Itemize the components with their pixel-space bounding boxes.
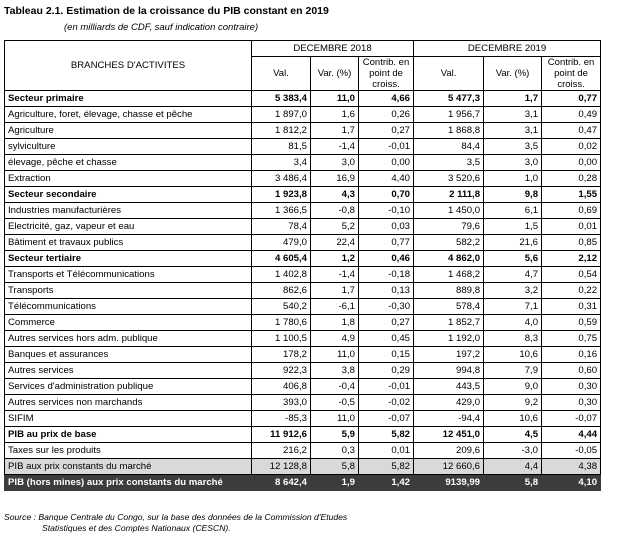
variation-2018: 11,0	[311, 347, 359, 363]
value-2018: 406,8	[252, 379, 311, 395]
table-row	[5, 347, 601, 363]
contribution-2018: 0,45	[359, 331, 414, 347]
variation-2018: 11,0	[311, 91, 359, 107]
contribution-2018: 4,66	[359, 91, 414, 107]
variation-2018: -1,4	[311, 139, 359, 155]
value-2018: 1 923,8	[252, 187, 311, 203]
variation-2018: 1,7	[311, 123, 359, 139]
contribution-2019: 0,59	[542, 315, 601, 331]
variation-2019: 5,6	[484, 251, 542, 267]
table-row	[5, 459, 601, 475]
variation-2019: 10,6	[484, 347, 542, 363]
variation-2018: -0,5	[311, 395, 359, 411]
header-period-2018: DECEMBRE 2018	[252, 41, 414, 57]
contribution-2019: 2,12	[542, 251, 601, 267]
table-row	[5, 251, 601, 267]
variation-2018: -0,4	[311, 379, 359, 395]
contribution-2019: -0,05	[542, 443, 601, 459]
header-val-2019: Val.	[414, 57, 484, 91]
value-2019: 12 451,0	[414, 427, 484, 443]
value-2019: 1 868,8	[414, 123, 484, 139]
variation-2019: 4,4	[484, 459, 542, 475]
value-2019: 578,4	[414, 299, 484, 315]
variation-2019: 4,7	[484, 267, 542, 283]
variation-2018: 3,8	[311, 363, 359, 379]
value-2018: 393,0	[252, 395, 311, 411]
value-2019: 889,8	[414, 283, 484, 299]
variation-2019: 9,0	[484, 379, 542, 395]
header-contrib-2018: Contrib. en point de croiss.	[359, 57, 414, 91]
contribution-2019: 0,54	[542, 267, 601, 283]
contribution-2018: 5,82	[359, 427, 414, 443]
contribution-2019: 0,00	[542, 155, 601, 171]
value-2019: 994,8	[414, 363, 484, 379]
value-2018: 479,0	[252, 235, 311, 251]
variation-2018: -1,4	[311, 267, 359, 283]
row-label: SIFIM	[5, 411, 252, 427]
value-2019: 1 956,7	[414, 107, 484, 123]
row-label: Télécommunications	[5, 299, 252, 315]
contribution-2019: 0,69	[542, 203, 601, 219]
value-2018: 1 780,6	[252, 315, 311, 331]
value-2019: 1 468,2	[414, 267, 484, 283]
variation-2018: -6,1	[311, 299, 359, 315]
table-row	[5, 475, 601, 491]
variation-2018: 1,8	[311, 315, 359, 331]
variation-2019: 5,8	[484, 475, 542, 491]
contribution-2019: 0,30	[542, 379, 601, 395]
row-label: Industries manufacturières	[5, 203, 252, 219]
header-contrib-2019: Contrib. en point de croiss.	[542, 57, 601, 91]
contribution-2018: 0,27	[359, 123, 414, 139]
variation-2019: -3,0	[484, 443, 542, 459]
value-2019: 3,5	[414, 155, 484, 171]
row-label: Services d'administration publique	[5, 379, 252, 395]
contribution-2018: -0,07	[359, 411, 414, 427]
value-2019: 2 111,8	[414, 187, 484, 203]
contribution-2018: 0,77	[359, 235, 414, 251]
variation-2019: 3,1	[484, 107, 542, 123]
value-2019: 84,4	[414, 139, 484, 155]
contribution-2019: 0,85	[542, 235, 601, 251]
row-label: PIB (hors mines) aux prix constants du marché	[5, 475, 252, 491]
value-2019: -94,4	[414, 411, 484, 427]
contribution-2019: 0,22	[542, 283, 601, 299]
table-row	[5, 107, 601, 123]
value-2019: 1 192,0	[414, 331, 484, 347]
value-2018: 862,6	[252, 283, 311, 299]
value-2018: 5 383,4	[252, 91, 311, 107]
variation-2019: 9,8	[484, 187, 542, 203]
variation-2018: 11,0	[311, 411, 359, 427]
contribution-2018: 5,82	[359, 459, 414, 475]
contribution-2018: 0,70	[359, 187, 414, 203]
variation-2018: 1,6	[311, 107, 359, 123]
variation-2019: 3,1	[484, 123, 542, 139]
variation-2018: 16,9	[311, 171, 359, 187]
contribution-2019: 4,44	[542, 427, 601, 443]
table-row	[5, 379, 601, 395]
value-2018: -85,3	[252, 411, 311, 427]
row-label: PIB au prix de base	[5, 427, 252, 443]
row-label: Extraction	[5, 171, 252, 187]
row-label: Agriculture, foret, élevage, chasse et pêche	[5, 107, 252, 123]
row-label: sylviculture	[5, 139, 252, 155]
variation-2019: 4,0	[484, 315, 542, 331]
table-title: Tableau 2.1. Estimation de la croissance du PIB constant en 2019	[4, 5, 329, 17]
row-label: Taxes sur les produits	[5, 443, 252, 459]
value-2019: 429,0	[414, 395, 484, 411]
source-line-1: Source : Banque Centrale du Congo, sur la base des données de la Commission d'Etudes	[4, 512, 348, 522]
value-2018: 1 366,5	[252, 203, 311, 219]
variation-2019: 7,9	[484, 363, 542, 379]
row-label: Banques et assurances	[5, 347, 252, 363]
contribution-2018: -0,18	[359, 267, 414, 283]
value-2018: 3,4	[252, 155, 311, 171]
variation-2019: 1,5	[484, 219, 542, 235]
value-2018: 78,4	[252, 219, 311, 235]
header-val-2018: Val.	[252, 57, 311, 91]
value-2019: 1 852,7	[414, 315, 484, 331]
value-2019: 9139,99	[414, 475, 484, 491]
contribution-2019: 0,49	[542, 107, 601, 123]
table-row	[5, 315, 601, 331]
contribution-2019: 0,75	[542, 331, 601, 347]
variation-2018: 0,3	[311, 443, 359, 459]
value-2018: 3 486,4	[252, 171, 311, 187]
table-row	[5, 427, 601, 443]
table-subtitle: (en milliards de CDF, sauf indication contraire)	[64, 22, 259, 33]
table-row	[5, 443, 601, 459]
table-row	[5, 171, 601, 187]
contribution-2019: 4,38	[542, 459, 601, 475]
table-row	[5, 123, 601, 139]
variation-2019: 10,6	[484, 411, 542, 427]
value-2019: 79,6	[414, 219, 484, 235]
row-label: Electricité, gaz, vapeur et eau	[5, 219, 252, 235]
table-row	[5, 139, 601, 155]
contribution-2018: 0,13	[359, 283, 414, 299]
contribution-2018: -0,01	[359, 139, 414, 155]
contribution-2019: 0,16	[542, 347, 601, 363]
table-row	[5, 155, 601, 171]
row-label: Transports et Télécommunications	[5, 267, 252, 283]
contribution-2019: 0,01	[542, 219, 601, 235]
source-note	[4, 512, 604, 534]
row-label: Transports	[5, 283, 252, 299]
value-2018: 1 402,8	[252, 267, 311, 283]
source-line-2: Statistiques et des Comptes Nationaux (CESCN).	[42, 523, 231, 533]
contribution-2019: 4,10	[542, 475, 601, 491]
value-2019: 12 660,6	[414, 459, 484, 475]
contribution-2018: 0,46	[359, 251, 414, 267]
table-row	[5, 411, 601, 427]
contribution-2018: 1,42	[359, 475, 414, 491]
variation-2018: 5,2	[311, 219, 359, 235]
value-2019: 582,2	[414, 235, 484, 251]
value-2018: 8 642,4	[252, 475, 311, 491]
gdp-growth-table	[4, 40, 601, 491]
contribution-2019: -0,07	[542, 411, 601, 427]
value-2019: 1 450,0	[414, 203, 484, 219]
contribution-2018: 0,27	[359, 315, 414, 331]
variation-2019: 3,5	[484, 139, 542, 155]
table-row	[5, 219, 601, 235]
table-row	[5, 363, 601, 379]
variation-2018: 3,0	[311, 155, 359, 171]
header-var-2018: Var. (%)	[311, 57, 359, 91]
row-label: PIB aux prix constants du marché	[5, 459, 252, 475]
variation-2019: 3,0	[484, 155, 542, 171]
value-2018: 4 605,4	[252, 251, 311, 267]
contribution-2018: 0,26	[359, 107, 414, 123]
variation-2019: 7,1	[484, 299, 542, 315]
contribution-2018: 0,03	[359, 219, 414, 235]
value-2018: 178,2	[252, 347, 311, 363]
variation-2018: 1,2	[311, 251, 359, 267]
value-2019: 5 477,3	[414, 91, 484, 107]
table-row	[5, 203, 601, 219]
contribution-2018: 0,29	[359, 363, 414, 379]
table-row	[5, 299, 601, 315]
value-2018: 922,3	[252, 363, 311, 379]
contribution-2018: -0,01	[359, 379, 414, 395]
variation-2019: 9,2	[484, 395, 542, 411]
value-2019: 443,5	[414, 379, 484, 395]
variation-2018: -0,8	[311, 203, 359, 219]
value-2018: 12 128,8	[252, 459, 311, 475]
row-label: Secteur primaire	[5, 91, 252, 107]
header-period-2019: DECEMBRE 2019	[414, 41, 601, 57]
value-2018: 1 812,2	[252, 123, 311, 139]
variation-2018: 22,4	[311, 235, 359, 251]
value-2018: 81,5	[252, 139, 311, 155]
contribution-2018: -0,10	[359, 203, 414, 219]
row-label: Autres services non marchands	[5, 395, 252, 411]
contribution-2018: 0,01	[359, 443, 414, 459]
variation-2019: 21,6	[484, 235, 542, 251]
variation-2018: 4,3	[311, 187, 359, 203]
value-2019: 3 520,6	[414, 171, 484, 187]
variation-2019: 6,1	[484, 203, 542, 219]
table-body	[5, 91, 601, 491]
row-label: Autres services hors adm. publique	[5, 331, 252, 347]
variation-2018: 1,7	[311, 283, 359, 299]
table-row	[5, 235, 601, 251]
contribution-2019: 0,30	[542, 395, 601, 411]
variation-2018: 1,9	[311, 475, 359, 491]
row-label: Secteur tertiaire	[5, 251, 252, 267]
table-row	[5, 267, 601, 283]
table-row	[5, 283, 601, 299]
contribution-2019: 0,47	[542, 123, 601, 139]
value-2018: 1 100,5	[252, 331, 311, 347]
contribution-2019: 0,60	[542, 363, 601, 379]
row-label: élevage, pêche et chasse	[5, 155, 252, 171]
variation-2019: 1,7	[484, 91, 542, 107]
contribution-2018: 0,00	[359, 155, 414, 171]
variation-2019: 1,0	[484, 171, 542, 187]
contribution-2018: -0,30	[359, 299, 414, 315]
contribution-2018: -0,02	[359, 395, 414, 411]
value-2019: 197,2	[414, 347, 484, 363]
row-label: Secteur secondaire	[5, 187, 252, 203]
header-branches: BRANCHES D'ACTIVITES	[5, 41, 252, 91]
contribution-2018: 0,15	[359, 347, 414, 363]
row-label: Agriculture	[5, 123, 252, 139]
variation-2019: 4,5	[484, 427, 542, 443]
contribution-2019: 0,77	[542, 91, 601, 107]
table-row	[5, 331, 601, 347]
contribution-2019: 0,31	[542, 299, 601, 315]
contribution-2019: 0,28	[542, 171, 601, 187]
contribution-2019: 1,55	[542, 187, 601, 203]
row-label: Bâtiment et travaux publics	[5, 235, 252, 251]
table-row	[5, 91, 601, 107]
variation-2018: 4,9	[311, 331, 359, 347]
variation-2018: 5,9	[311, 427, 359, 443]
contribution-2019: 0,02	[542, 139, 601, 155]
contribution-2018: 4,40	[359, 171, 414, 187]
table-row	[5, 187, 601, 203]
variation-2019: 3,2	[484, 283, 542, 299]
value-2018: 11 912,6	[252, 427, 311, 443]
header-var-2019: Var. (%)	[484, 57, 542, 91]
value-2018: 1 897,0	[252, 107, 311, 123]
value-2019: 209,6	[414, 443, 484, 459]
value-2018: 216,2	[252, 443, 311, 459]
value-2018: 540,2	[252, 299, 311, 315]
variation-2018: 5,8	[311, 459, 359, 475]
row-label: Autres services	[5, 363, 252, 379]
value-2019: 4 862,0	[414, 251, 484, 267]
variation-2019: 8,3	[484, 331, 542, 347]
row-label: Commerce	[5, 315, 252, 331]
table-row	[5, 395, 601, 411]
